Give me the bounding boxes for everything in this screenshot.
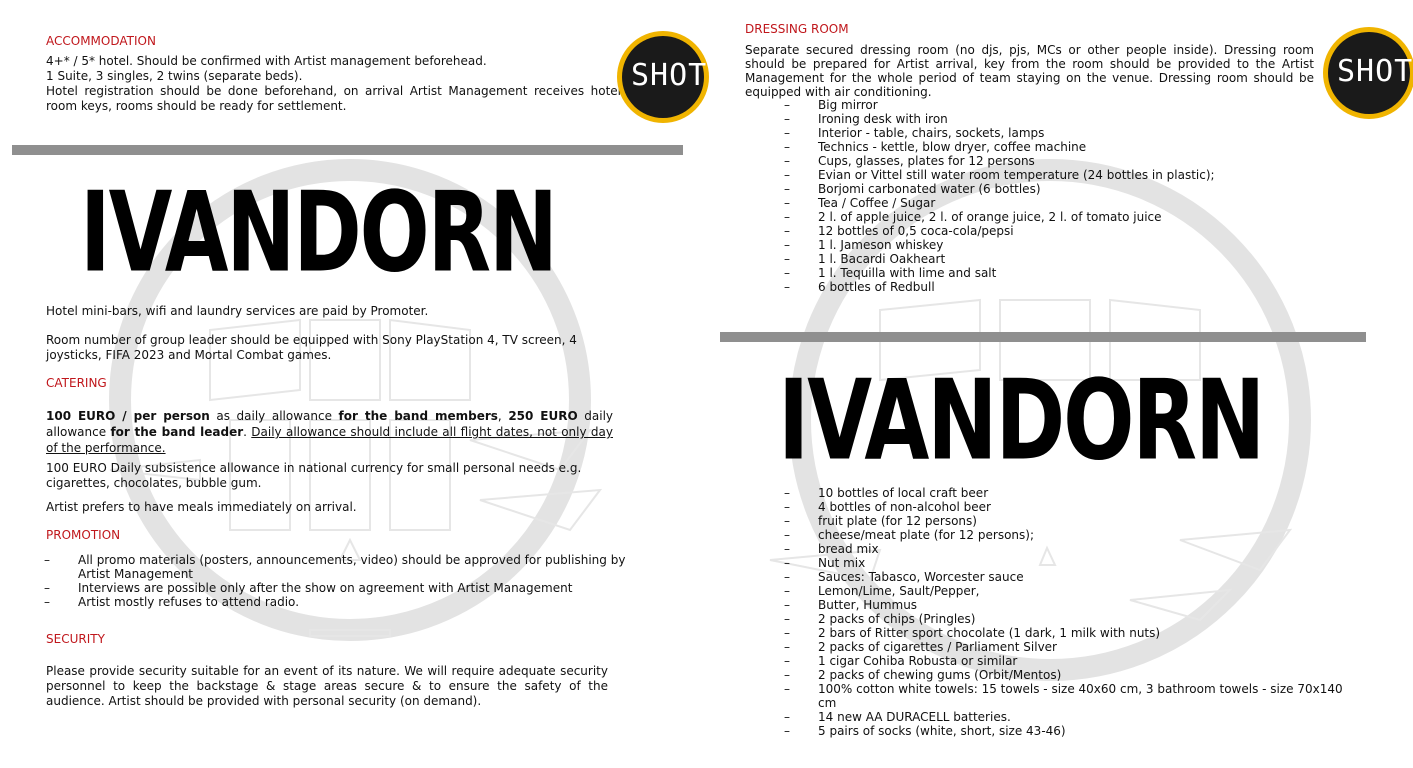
- list-item: [784, 710, 1358, 724]
- list-item: [784, 486, 1358, 500]
- dash-bullet: –: [784, 528, 790, 542]
- dash-bullet: –: [784, 168, 790, 182]
- dash-bullet: –: [784, 710, 790, 724]
- list-item-text: Tea / Coffee / Sugar: [818, 196, 936, 210]
- group-leader-room-note: Room number of group leader should be equipped with Sony PlayStation 4, TV screen, 4 joysticks, FIFA 2023 and Mortal Combat games.: [46, 333, 577, 362]
- section-divider: [12, 145, 683, 155]
- dash-bullet: –: [44, 581, 50, 595]
- shot-logo-badge: [1328, 32, 1413, 114]
- list-item: [44, 595, 633, 609]
- dressing-room-items-list: [784, 98, 1338, 294]
- list-item: [44, 581, 633, 595]
- dash-bullet: –: [784, 126, 790, 140]
- list-item-text: Interior - table, chairs, sockets, lamps: [818, 126, 1045, 140]
- accommodation-registration: Hotel registration should be done beforehand, on arrival Artist Management receives hotel room keys, rooms should be ready for settlement.: [46, 84, 621, 113]
- dash-bullet: –: [784, 682, 790, 696]
- catering-items-list: [784, 486, 1358, 738]
- list-item-text: 4 bottles of non-alcohol beer: [818, 500, 991, 514]
- list-item: [784, 682, 1358, 710]
- dash-bullet: –: [784, 724, 790, 738]
- dash-bullet: –: [784, 640, 790, 654]
- dash-bullet: –: [784, 598, 790, 612]
- list-item-text: 2 packs of chewing gums (Orbit/Mentos): [818, 668, 1062, 682]
- security-text: Please provide security suitable for an event of its nature. We will require adequate security personnel to keep the backstage & stage areas secure & to ensure the safety of the audience. Artist should be provided with personal security (on demand).: [46, 664, 608, 708]
- dash-bullet: –: [784, 112, 790, 126]
- list-item-text: All promo materials (posters, announcements, video) should be approved for publishing by Artist Management: [78, 553, 626, 581]
- dash-bullet: –: [784, 196, 790, 210]
- section-divider: [720, 332, 1366, 342]
- shot-logo-badge: [622, 36, 708, 118]
- list-item: [784, 280, 1338, 294]
- list-item: [784, 266, 1338, 280]
- dash-bullet: –: [784, 542, 790, 556]
- list-item: [784, 126, 1338, 140]
- accommodation-heading: ACCOMMODATION: [46, 34, 156, 48]
- dash-bullet: –: [784, 486, 790, 500]
- list-item: [784, 542, 1358, 556]
- dash-bullet: –: [784, 266, 790, 280]
- list-item: [44, 553, 633, 581]
- list-item-text: Cups, glasses, plates for 12 persons: [818, 154, 1035, 168]
- dash-bullet: –: [784, 654, 790, 668]
- dash-bullet: –: [784, 98, 790, 112]
- dash-bullet: –: [784, 570, 790, 584]
- list-item-text: Sauces: Tabasco, Worcester sauce: [818, 570, 1024, 584]
- allowance-recipient-leader: for the band leader: [110, 425, 244, 439]
- list-item-text: 14 new AA DURACELL batteries.: [818, 710, 1011, 724]
- list-item: [784, 500, 1358, 514]
- dash-bullet: –: [784, 584, 790, 598]
- list-item-text: 2 bars of Ritter sport chocolate (1 dark, 1 milk with nuts): [818, 626, 1161, 640]
- dash-bullet: –: [784, 210, 790, 224]
- list-item: [784, 252, 1338, 266]
- list-item-text: Ironing desk with iron: [818, 112, 948, 126]
- list-item-text: 2 l. of apple juice, 2 l. of orange juice, 2 l. of tomato juice: [818, 210, 1162, 224]
- list-item: [784, 196, 1338, 210]
- promotion-list: [44, 553, 633, 609]
- list-item-text: 1 cigar Cohiba Robusta or similar: [818, 654, 1018, 668]
- dash-bullet: –: [784, 514, 790, 528]
- allowance-amount-leader: 250 EURO: [508, 409, 578, 423]
- list-item-text: Borjomi carbonated water (6 bottles): [818, 182, 1041, 196]
- hotel-services-note: Hotel mini-bars, wifi and laundry services are paid by Promoter.: [46, 304, 429, 318]
- list-item: [784, 210, 1338, 224]
- list-item-text: fruit plate (for 12 persons): [818, 514, 977, 528]
- allowance-text-d: .: [243, 425, 252, 439]
- list-item: [784, 528, 1358, 542]
- dash-bullet: –: [784, 154, 790, 168]
- list-item-text: 12 bottles of 0,5 coca-cola/pepsi: [818, 224, 1014, 238]
- brand-title: IVANDORN: [778, 356, 1264, 485]
- dash-bullet: –: [784, 280, 790, 294]
- dash-bullet: –: [784, 612, 790, 626]
- dash-bullet: –: [44, 553, 50, 567]
- dash-bullet: –: [784, 140, 790, 154]
- subsistence-allowance-text: 100 EURO Daily subsistence allowance in national currency for small personal needs e.g. cigarettes, chocolates, bubble gum.: [46, 461, 582, 490]
- list-item: [784, 98, 1338, 112]
- dash-bullet: –: [784, 626, 790, 640]
- list-item: [784, 626, 1358, 640]
- list-item-text: Nut mix: [818, 556, 866, 570]
- list-item: [784, 640, 1358, 654]
- list-item: [784, 224, 1338, 238]
- allowance-text-b: ,: [497, 409, 509, 423]
- list-item-text: Lemon/Lime, Sault/Pepper,: [818, 584, 980, 598]
- list-item-text: 2 packs of chips (Pringles): [818, 612, 976, 626]
- list-item-text: 5 pairs of socks (white, short, size 43-46): [818, 724, 1066, 738]
- list-item-text: 1 l. Jameson whiskey: [818, 238, 944, 252]
- dressing-room-heading: DRESSING ROOM: [745, 22, 849, 36]
- list-item: [784, 570, 1358, 584]
- dash-bullet: –: [784, 252, 790, 266]
- list-item-text: Butter, Hummus: [818, 598, 918, 612]
- list-item: [784, 612, 1358, 626]
- shot-logo-text: SHOT: [1337, 54, 1413, 89]
- list-item-text: 100% cotton white towels: 15 towels - size 40x60 cm, 3 bathroom towels - size 70x140 cm: [818, 682, 1343, 710]
- list-item: [784, 724, 1358, 738]
- list-item-text: 1 l. Tequilla with lime and salt: [818, 266, 997, 280]
- security-heading: SECURITY: [46, 632, 105, 646]
- list-item: [784, 556, 1358, 570]
- dash-bullet: –: [784, 500, 790, 514]
- list-item-text: bread mix: [818, 542, 879, 556]
- dash-bullet: –: [44, 595, 50, 609]
- list-item-text: 10 bottles of local craft beer: [818, 486, 989, 500]
- promotion-heading: PROMOTION: [46, 528, 121, 542]
- dash-bullet: –: [784, 224, 790, 238]
- list-item: [784, 598, 1358, 612]
- allowance-recipient-members: for the band members: [338, 409, 498, 423]
- accommodation-room-config: 1 Suite, 3 singles, 2 twins (separate beds).: [46, 69, 303, 83]
- list-item: [784, 140, 1338, 154]
- list-item: [784, 182, 1338, 196]
- dash-bullet: –: [784, 182, 790, 196]
- list-item: [784, 654, 1358, 668]
- rider-page-right: [720, 0, 1413, 768]
- list-item-text: Artist mostly refuses to attend radio.: [78, 595, 300, 609]
- daily-allowance-text: [46, 408, 613, 456]
- dash-bullet: –: [784, 556, 790, 570]
- dash-bullet: –: [784, 238, 790, 252]
- list-item: [784, 112, 1338, 126]
- dash-bullet: –: [784, 668, 790, 682]
- list-item-text: 1 l. Bacardi Oakheart: [818, 252, 946, 266]
- meals-preference-text: Artist prefers to have meals immediately on arrival.: [46, 500, 357, 514]
- list-item: [784, 668, 1358, 682]
- list-item: [784, 168, 1338, 182]
- list-item: [784, 238, 1338, 252]
- list-item-text: Technics - kettle, blow dryer, coffee machine: [818, 140, 1087, 154]
- allowance-amount-members: 100 EURO / per person: [46, 409, 210, 423]
- list-item-text: Big mirror: [818, 98, 878, 112]
- list-item-text: cheese/meat plate (for 12 persons);: [818, 528, 1034, 542]
- list-item: [784, 154, 1338, 168]
- allowance-text-a: as daily allowance: [209, 409, 339, 423]
- list-item-text: Evian or Vittel still water room temperature (24 bottles in plastic);: [818, 168, 1215, 182]
- list-item: [784, 584, 1358, 598]
- list-item-text: 6 bottles of Redbull: [818, 280, 935, 294]
- shot-logo-text: SHOT: [631, 58, 708, 93]
- list-item: [784, 514, 1358, 528]
- allowance-text-c: daily allowance: [46, 409, 613, 439]
- dressing-room-description: Separate secured dressing room (no djs, pjs, MCs or other people inside). Dressing room should be prepared for Artist arrival, key from the room should be provided to the Artist Management for the whole period of team staying on the venue. Dressing room should be equipped with air conditioning.: [745, 43, 1314, 99]
- list-item-text: Interviews are possible only after the show on agreement with Artist Management: [78, 581, 573, 595]
- allowance-flight-dates-note: Daily allowance should include all flight dates, not only day of the performance.: [46, 425, 613, 455]
- brand-title: IVANDORN: [80, 168, 556, 297]
- catering-heading: CATERING: [46, 376, 107, 390]
- accommodation-hotel-class: 4+* / 5* hotel. Should be confirmed with Artist management beforehead.: [46, 54, 487, 68]
- list-item-text: 2 packs of cigarettes / Parliament Silver: [818, 640, 1057, 654]
